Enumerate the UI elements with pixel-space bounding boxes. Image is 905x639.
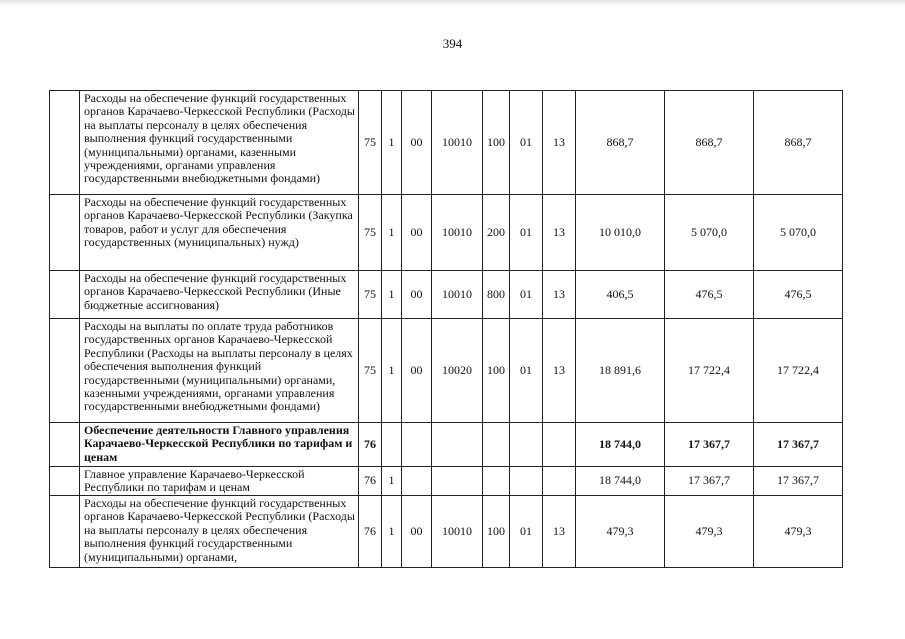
code-ministry: 75 [359, 271, 382, 319]
code-section: 01 [510, 496, 543, 568]
code-expense-type: 100 [483, 319, 510, 423]
amount-year-3: 476,5 [754, 271, 843, 319]
amount-year-1: 18 891,6 [576, 319, 665, 423]
code-ministry: 75 [359, 319, 382, 423]
expense-name: Расходы на обеспечение функций государственных органов Карачаево-Черкесской Республики (Иные бюджетные ассигнования) [80, 271, 359, 319]
code-section: 01 [510, 271, 543, 319]
amount-year-2: 5 070,0 [665, 195, 754, 271]
code-expense-type: 100 [483, 91, 510, 195]
code-ministry: 76 [359, 423, 382, 467]
amount-year-2: 17 367,7 [665, 423, 754, 467]
table-row [50, 496, 843, 568]
section-name: Обеспечение деятельности Главного управления Карачаево-Черкесской Республики по тарифам и ценам [80, 423, 359, 467]
row-marker-cell [50, 319, 80, 423]
amount-year-1: 868,7 [576, 91, 665, 195]
amount-year-3: 17 722,4 [754, 319, 843, 423]
code-section: 01 [510, 319, 543, 423]
code-program: 1 [382, 91, 402, 195]
code-program: 1 [382, 195, 402, 271]
table-row [50, 195, 843, 271]
code-direction: 10010 [432, 271, 483, 319]
code-subsection: 13 [543, 319, 576, 423]
row-marker-cell [50, 195, 80, 271]
code-expense-type: 200 [483, 195, 510, 271]
amount-year-1: 18 744,0 [576, 423, 665, 467]
code-subsection: 13 [543, 195, 576, 271]
code-expense-type: 100 [483, 496, 510, 568]
code-subprogram: 00 [402, 496, 432, 568]
amount-year-2: 476,5 [665, 271, 754, 319]
code-program: 1 [382, 467, 402, 496]
amount-year-2: 868,7 [665, 91, 754, 195]
amount-year-3: 479,3 [754, 496, 843, 568]
code-program: 1 [382, 319, 402, 423]
code-subprogram: 00 [402, 271, 432, 319]
row-marker-cell [50, 271, 80, 319]
amount-year-2: 17 367,7 [665, 467, 754, 496]
row-marker-cell [50, 496, 80, 568]
code-subprogram [402, 467, 432, 496]
amount-year-3: 868,7 [754, 91, 843, 195]
page-number: 394 [442, 36, 463, 51]
code-direction: 10020 [432, 319, 483, 423]
code-ministry: 76 [359, 467, 382, 496]
code-program [382, 423, 402, 467]
code-section [510, 467, 543, 496]
code-expense-type: 800 [483, 271, 510, 319]
code-program: 1 [382, 271, 402, 319]
code-subsection: 13 [543, 496, 576, 568]
code-direction: 10010 [432, 91, 483, 195]
code-program: 1 [382, 496, 402, 568]
code-subsection: 13 [543, 271, 576, 319]
table-row [50, 319, 843, 423]
expense-name: Расходы на обеспечение функций государственных органов Карачаево-Черкесской Республики (Закупка товаров, работ и услуг для обеспечения государственных (муниципальных) нужд) [80, 195, 359, 271]
code-ministry: 75 [359, 91, 382, 195]
code-direction: 10010 [432, 496, 483, 568]
row-marker-cell [50, 467, 80, 496]
code-subprogram: 00 [402, 195, 432, 271]
amount-year-1: 18 744,0 [576, 467, 665, 496]
scan-edge [0, 0, 905, 6]
code-section: 01 [510, 195, 543, 271]
code-subsection: 13 [543, 91, 576, 195]
code-subsection [543, 467, 576, 496]
code-expense-type [483, 423, 510, 467]
code-section: 01 [510, 91, 543, 195]
code-ministry: 76 [359, 496, 382, 568]
code-expense-type [483, 467, 510, 496]
table-row [50, 271, 843, 319]
expense-name: Расходы на обеспечение функций государственных органов Карачаево-Черкесской Республики (Расходы на выплаты персоналу в целях обеспечения выполнения функций государственными (муниципальными) органами, [80, 496, 359, 568]
code-subsection [543, 423, 576, 467]
code-subprogram [402, 423, 432, 467]
amount-year-3: 17 367,7 [754, 423, 843, 467]
amount-year-1: 10 010,0 [576, 195, 665, 271]
code-subprogram: 00 [402, 319, 432, 423]
budget-table [49, 90, 843, 568]
amount-year-3: 5 070,0 [754, 195, 843, 271]
table-row [50, 91, 843, 195]
code-direction [432, 467, 483, 496]
row-marker-cell [50, 423, 80, 467]
code-direction [432, 423, 483, 467]
expense-name: Главное управление Карачаево-Черкесской Республики по тарифам и ценам [80, 467, 359, 496]
code-subprogram: 00 [402, 91, 432, 195]
row-marker-cell [50, 91, 80, 195]
amount-year-2: 479,3 [665, 496, 754, 568]
amount-year-3: 17 367,7 [754, 467, 843, 496]
amount-year-1: 406,5 [576, 271, 665, 319]
expense-name: Расходы на обеспечение функций государственных органов Карачаево-Черкесской Республики (Расходы на выплаты персоналу в целях обеспечения выполнения функций государственными (муниципальными) органами, казенными учреждениями, органами управления государственными внебюджетными фондами) [80, 91, 359, 195]
amount-year-2: 17 722,4 [665, 319, 754, 423]
table-row-section-total [50, 423, 843, 467]
expense-name: Расходы на выплаты по оплате труда работников государственных органов Карачаево-Черкесской Республики (Расходы на выплаты персоналу в целях обеспечения выполнения функций государственными (муниципальными) органами, казенными учреждениями, органами управления государственными внебюджетными фондами) [80, 319, 359, 423]
code-direction: 10010 [432, 195, 483, 271]
table-row [50, 467, 843, 496]
amount-year-1: 479,3 [576, 496, 665, 568]
code-ministry: 75 [359, 195, 382, 271]
code-section [510, 423, 543, 467]
